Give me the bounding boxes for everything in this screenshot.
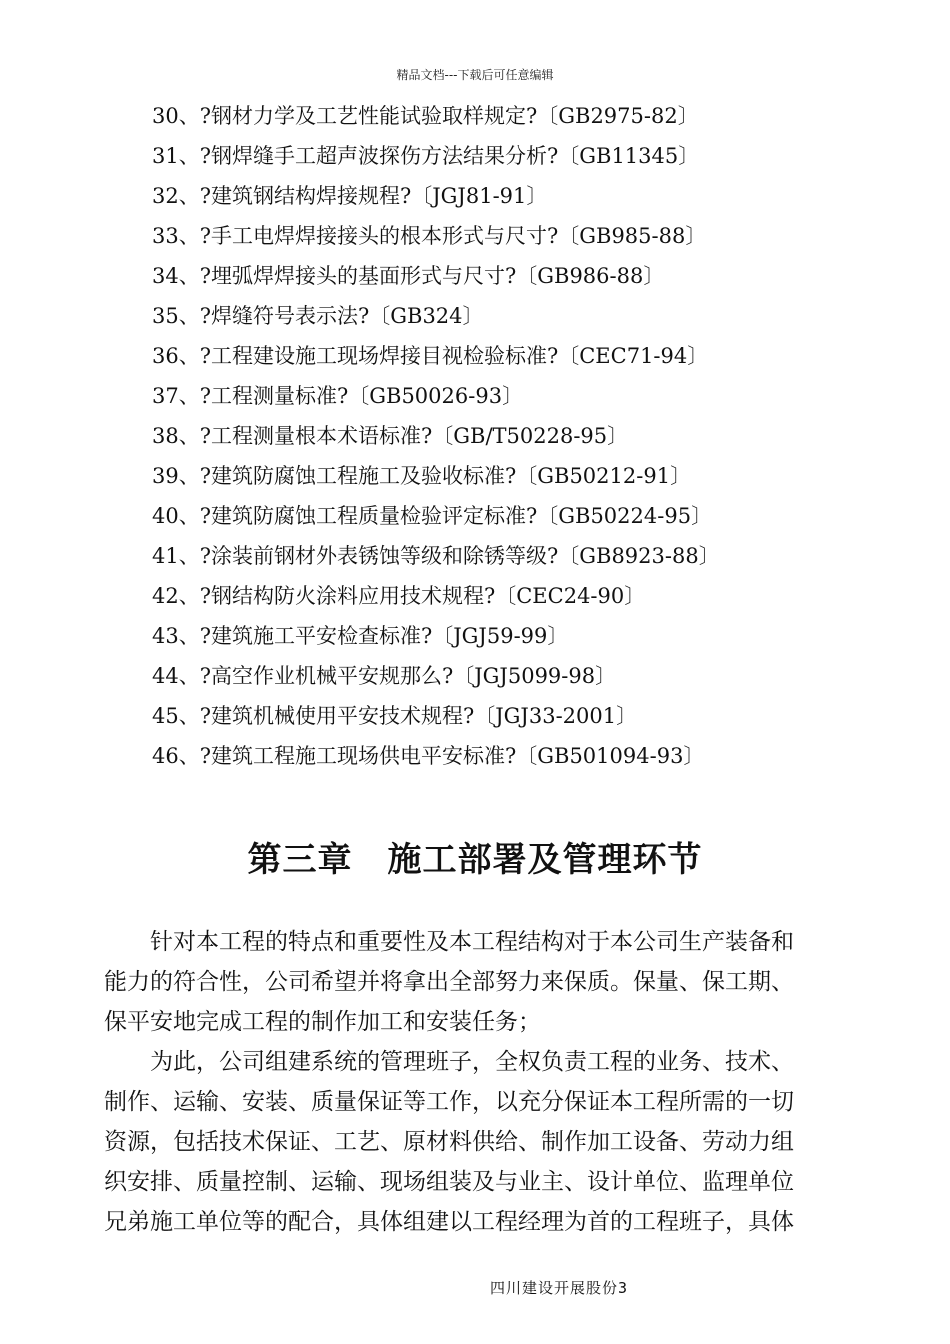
paragraph-line: 针对本工程的特点和重要性及本工程结构对于本公司生产装备和 [150, 929, 794, 955]
list-item: 31、?钢焊缝手工超声波探伤方法结果分析?〔GB11345〕 [152, 144, 700, 168]
paragraph-line: 能力的符合性，公司希望并将拿出全部努力来保质。保量、保工期、 [104, 969, 794, 995]
list-item: 40、?建筑防腐蚀工程质量检验评定标准?〔GB50224-95〕 [152, 504, 713, 528]
list-item: 46、?建筑工程施工现场供电平安标准?〔GB501094-93〕 [152, 744, 705, 768]
paragraph-line: 资源，包括技术保证、工艺、原材料供给、制作加工设备、劳动力组 [104, 1129, 794, 1155]
list-item: 44、?高空作业机械平安规那么?〔JGJ5099-98〕 [152, 664, 617, 688]
body-paragraphs [104, 922, 894, 1242]
list-item: 39、?建筑防腐蚀工程施工及验收标准?〔GB50212-91〕 [152, 464, 692, 488]
list-item: 37、?工程测量标准?〔GB50026-93〕 [152, 384, 524, 408]
list-item: 34、?埋弧焊焊接头的基面形式与尺寸?〔GB986-88〕 [152, 264, 665, 288]
page-header: 精品文档---下载后可任意编辑 [396, 68, 554, 82]
standards-list [152, 96, 912, 776]
paragraph-line: 制作、运输、安装、质量保证等工作，以充分保证本工程所需的一切 [104, 1089, 794, 1115]
list-item: 41、?涂装前钢材外表锈蚀等级和除锈等级?〔GB8923-88〕 [152, 544, 720, 568]
list-item: 30、?钢材力学及工艺性能试验取样规定?〔GB2975-82〕 [152, 104, 699, 128]
list-item: 33、?手工电焊焊接接头的根本形式与尺寸?〔GB985-88〕 [152, 224, 707, 248]
chapter-title: 第三章 施工部署及管理环节 [247, 840, 703, 880]
list-item: 35、?焊缝符号表示法?〔GB324〕 [152, 304, 484, 328]
paragraph-line: 为此，公司组建系统的管理班子，全权负责工程的业务、技术、 [150, 1049, 794, 1075]
list-item: 36、?工程建设施工现场焊接目视检验标准?〔CEC71-94〕 [152, 344, 709, 368]
list-item: 32、?建筑钢结构焊接规程?〔JGJ81-91〕 [152, 184, 548, 208]
page-footer: 四川建设开展股份3 [490, 1279, 629, 1297]
list-item: 38、?工程测量根本术语标准?〔GB/T50228-95〕 [152, 424, 629, 448]
paragraph-line: 织安排、质量控制、运输、现场组装及与业主、设计单位、监理单位 [104, 1169, 794, 1195]
paragraph-line: 保平安地完成工程的制作加工和安装任务； [104, 1009, 541, 1035]
list-item: 43、?建筑施工平安检查标准?〔JGJ59-99〕 [152, 624, 569, 648]
list-item: 45、?建筑机械使用平安技术规程?〔JGJ33-2001〕 [152, 704, 638, 728]
paragraph-line: 兄弟施工单位等的配合，具体组建以工程经理为首的工程班子，具体 [104, 1209, 794, 1235]
list-item: 42、?钢结构防火涂料应用技术规程?〔CEC24-90〕 [152, 584, 646, 608]
